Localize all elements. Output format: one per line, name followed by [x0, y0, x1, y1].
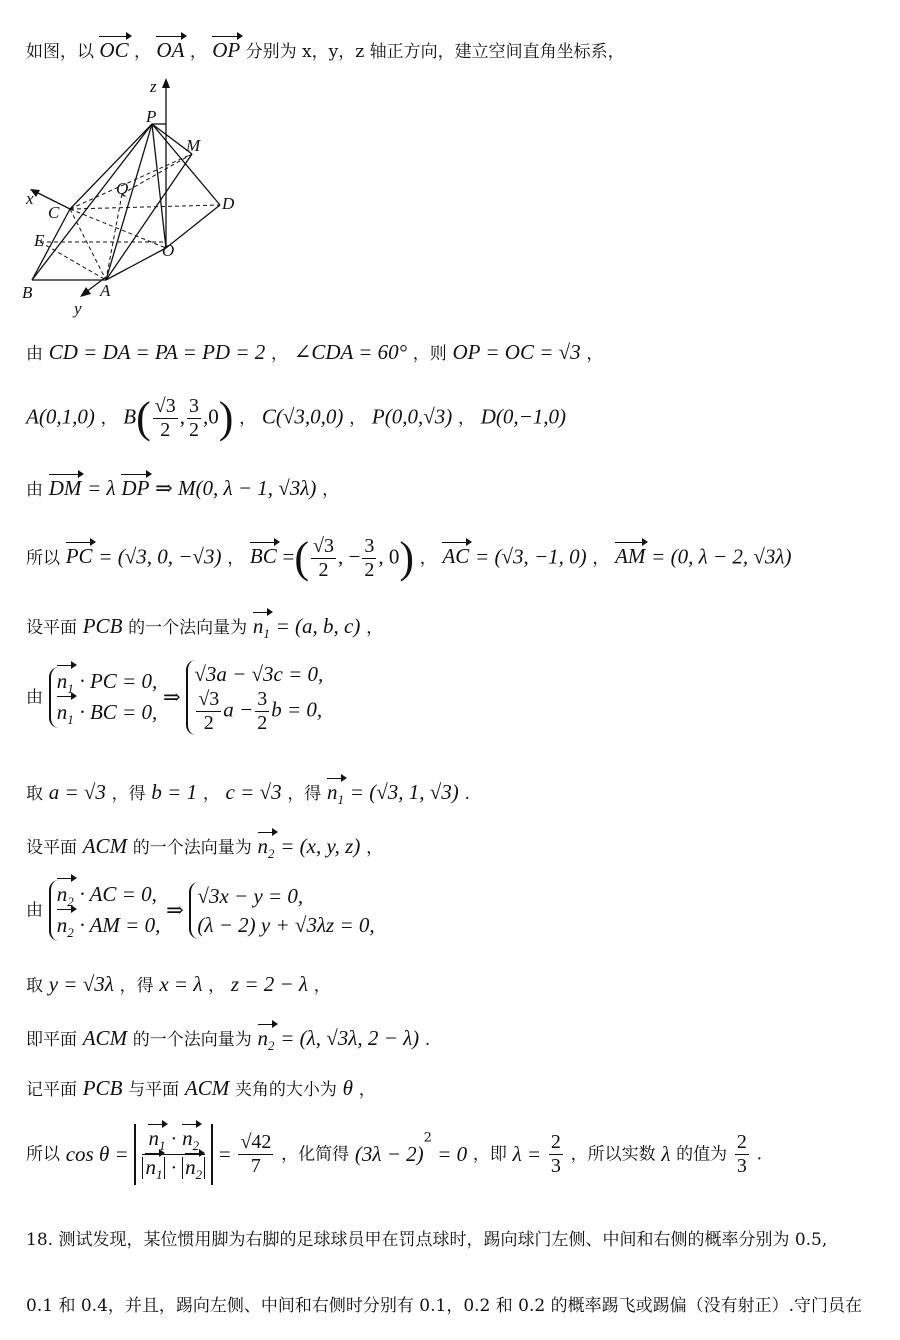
vector-ac: AC — [442, 544, 470, 569]
vector-oa: OA — [156, 38, 185, 62]
coordinates-line: A(0,1,0) ， B( $\frac{√3}{2}$ , $\frac{3}{2}$ ,0) ， C(√3,0,0) ， P(0,0,√3) ， D(0,−1,0) — [26, 393, 567, 442]
intro-line — [26, 38, 625, 63]
text: ， — [586, 344, 604, 364]
equation: c = √3 — [225, 780, 282, 804]
frac-den: 3 — [736, 1155, 747, 1178]
coord-c: C(√3,0,0) — [261, 404, 344, 429]
given-line — [26, 340, 603, 365]
label-a: A — [100, 281, 111, 300]
vector-pc: PC — [65, 544, 93, 569]
text: ， — [366, 838, 384, 858]
equation: b = 1 — [151, 780, 198, 804]
equation: = (√3, 1, √3) — [349, 780, 459, 804]
text: . — [464, 784, 470, 804]
frac-den: 2 — [257, 712, 268, 735]
vector-n1: $n_1$ — [327, 780, 345, 808]
plane-name: PCB — [82, 614, 123, 638]
label-e: E — [34, 231, 45, 250]
text: ， — [457, 408, 475, 429]
text: 由 — [26, 900, 43, 921]
text: ，则 — [412, 344, 447, 364]
vector-dm: DM — [48, 476, 82, 500]
problem18-line2: 0.1 和 0.4，并且，踢向左侧、中间和右侧时分别有 0.1，0.2 和 0.2 的概率踢飞或踢偏（没有射正）.守门员在 — [26, 1296, 863, 1316]
eq: · AM = 0, — [79, 912, 161, 937]
coord-b: B — [123, 404, 137, 429]
system2: 由 $n_2$ · AC = 0, $n_2$ · AM = 0, ⇒ √3x − y = 0, (λ − 2) y + √3λz = 0, — [26, 882, 375, 940]
frac-num: 2 — [550, 1131, 561, 1154]
normal1-def-line — [26, 614, 383, 642]
frac-den: 3 — [550, 1155, 561, 1178]
text: 由 — [26, 344, 43, 364]
plane-name: PCB — [82, 1076, 123, 1100]
sep: ， — [134, 42, 151, 62]
frac-num: 3 — [189, 394, 200, 417]
text: 取 — [26, 784, 43, 804]
label-y: y — [74, 299, 82, 318]
equation: = (a, b, c) — [275, 614, 361, 638]
text: 由 — [26, 480, 43, 500]
frac-den: 2 — [318, 558, 329, 581]
frac-num: √3 — [198, 688, 220, 711]
frac-den: 2 — [364, 558, 375, 581]
text: ， — [313, 976, 331, 996]
vector-n2: $n_2$ — [257, 834, 275, 862]
label-q: Q — [116, 179, 129, 198]
text: ，得 — [119, 976, 154, 996]
system2-right — [189, 882, 374, 939]
text: ， — [419, 548, 437, 569]
vector-n1: $n_1$ — [56, 668, 74, 697]
text: . — [424, 1030, 431, 1050]
vector-op: OP — [212, 38, 241, 62]
take-y-line — [26, 972, 331, 997]
plane-name: ACM — [82, 1026, 128, 1050]
vector-oc: OC — [99, 38, 129, 62]
equation: = (√3, −1, 0) — [475, 544, 587, 569]
eq: · BC = 0, — [79, 699, 158, 724]
equation: ⇒ M(0, λ − 1, √3λ) — [155, 476, 317, 500]
system1-right — [186, 660, 323, 735]
pyramid-diagram — [22, 76, 252, 321]
vector-n1: $n_1$ — [56, 699, 74, 727]
text: 所以 — [26, 1144, 60, 1165]
text: ，得 — [287, 784, 322, 804]
equation: = (λ, √3λ, 2 − λ) — [280, 1026, 420, 1050]
intro-pre: 如图，以 — [26, 42, 94, 62]
label-o: O — [162, 241, 175, 260]
frac-den: 2 — [189, 418, 200, 441]
text: 夹角的大小为 — [234, 1080, 337, 1100]
text: 由 — [26, 687, 43, 708]
text: ， — [349, 408, 367, 429]
dm-line — [26, 476, 339, 501]
text: 所以 — [26, 548, 60, 569]
equation: = (x, y, z) — [280, 834, 361, 858]
vector-bc: BC — [249, 544, 277, 569]
eq: √3a − √3c = 0, — [194, 662, 324, 686]
equation: = (√3, 0, −√3) — [98, 544, 222, 569]
text: 的值为 — [676, 1144, 728, 1165]
eq: (λ − 2) y + √3λz = 0, — [197, 912, 375, 937]
label-z: z — [150, 77, 157, 96]
label-b: B — [22, 283, 33, 302]
frac-den: 2 — [203, 712, 214, 735]
vector-dp: DP — [121, 476, 150, 500]
coord-p: P(0,0,√3) — [371, 404, 453, 429]
eq: · AC = 0, — [79, 882, 157, 906]
equation: (3λ − 2) — [354, 1142, 424, 1167]
frac-num: √42 — [240, 1131, 272, 1154]
vectors-line: 所以 PC = (√3, 0, −√3) ， BC =( $\frac{√3}{2}$ , − $\frac{3}{2}$ , 0) ， AC = (√3, −1, 0) ， AM = (0, λ − 2, √3λ) — [26, 533, 792, 582]
coord-d: D(0,−1,0) — [480, 404, 567, 429]
theta: θ — [342, 1076, 353, 1100]
normal2-line — [26, 1026, 430, 1054]
text: ，化简得 — [281, 1144, 350, 1165]
equation: ∠CDA = 60° — [293, 340, 408, 364]
text: 的一个法向量为 — [128, 618, 248, 638]
text: ， — [358, 1080, 376, 1100]
text: ， — [239, 408, 257, 429]
frac-num: √3 — [313, 534, 334, 557]
text: 的一个法向量为 — [132, 1030, 252, 1050]
frac-num: 2 — [736, 1131, 747, 1154]
system2-left: $n_2$ · AC = 0, $n_2$ · AM = 0, — [49, 880, 161, 941]
text: 记平面 — [26, 1080, 77, 1100]
equation: cos θ = — [65, 1142, 129, 1167]
frac-num: 3 — [257, 688, 268, 711]
equation: OP = OC = √3 — [452, 340, 581, 364]
text: 与平面 — [128, 1080, 180, 1100]
text: 设平面 — [26, 838, 77, 858]
angle-line — [26, 1076, 376, 1101]
text: ，所以实数 — [570, 1144, 656, 1165]
text: ， — [322, 480, 340, 500]
text: ，即 — [472, 1144, 507, 1165]
vector-am: AM — [615, 544, 646, 569]
coord-a: A(0,1,0) — [26, 404, 95, 429]
plane-name: ACM — [184, 1076, 230, 1100]
equation: z = 2 − λ — [230, 972, 308, 996]
text: 设平面 — [26, 618, 77, 638]
lambda: λ — [661, 1142, 671, 1167]
text: ， — [202, 784, 220, 804]
intro-post: 分别为 x，y，z 轴正方向，建立空间直角坐标系， — [245, 42, 625, 62]
label-x: x — [26, 189, 34, 208]
equation: CD = DA = PA = PD = 2 — [48, 340, 266, 364]
system1-left — [49, 667, 158, 728]
text: 取 — [26, 976, 43, 996]
equation: = λ — [87, 476, 116, 500]
frac-den: 7 — [250, 1155, 261, 1178]
eq: √3x − y = 0, — [197, 884, 304, 909]
frac-den: 2 — [160, 418, 171, 441]
label-m: M — [186, 136, 201, 155]
cos-line: 所以 cos θ = $\frac{n_1 \cdot n_2}{n_1 \cdot n_2}$ = $\frac{√42}{7}$ ，化简得 $(3\lambda - 2)^2 = 0$ ，即 λ = $\frac{2}{3}$ ，所以实数 λ 的值为 $\frac{2}{3}$ . — [26, 1124, 762, 1185]
text: ，得 — [111, 784, 146, 804]
vector-n1: $n_1$ — [252, 614, 270, 642]
sep: ， — [189, 42, 207, 62]
equation: λ = — [512, 1142, 542, 1167]
equation: y = √3λ — [48, 972, 114, 996]
frac-num: √3 — [154, 394, 176, 417]
equation: x = λ — [159, 972, 203, 996]
equation: a = √3 — [48, 780, 106, 804]
abs-value: $\frac{n_1 \cdot n_2}{n_1 \cdot n_2}$ — [134, 1124, 213, 1185]
take-a-line — [26, 780, 470, 808]
text: 的一个法向量为 — [132, 838, 252, 858]
plane-name: ACM — [82, 834, 128, 858]
label-c: C — [48, 203, 60, 222]
system1: 由 $n_1$ · PC = 0, $n_1$ · BC = 0, ⇒ √3a − √3c = 0, $\frac{√3}{2}$ a − $\frac{3}{2}$ b = 0, — [26, 662, 324, 735]
vector-n2: $n_2$ — [257, 1026, 275, 1054]
text: . — [756, 1144, 763, 1165]
normal2-def-line — [26, 834, 383, 862]
text: 即平面 — [26, 1030, 77, 1050]
eq: b = 0, — [271, 697, 323, 722]
frac-num: 3 — [364, 534, 375, 557]
text: ， — [592, 548, 610, 569]
eq: · PC = 0, — [79, 668, 158, 693]
problem18-line1: 18. 测试发现，某位惯用脚为右脚的足球球员甲在罚点球时，踢向球门左侧、中间和右侧的概率分别为 0.5, — [26, 1230, 828, 1250]
eq: a − — [223, 697, 254, 722]
text: ， — [208, 976, 226, 996]
text: ， — [100, 408, 118, 429]
equation: = (0, λ − 2, √3λ) — [651, 544, 792, 569]
label-p: P — [146, 107, 157, 126]
equation: = 0 — [431, 1142, 468, 1167]
text: ， — [271, 344, 289, 364]
text: ， — [366, 618, 384, 638]
text: ， — [227, 548, 245, 569]
label-d: D — [222, 194, 235, 213]
